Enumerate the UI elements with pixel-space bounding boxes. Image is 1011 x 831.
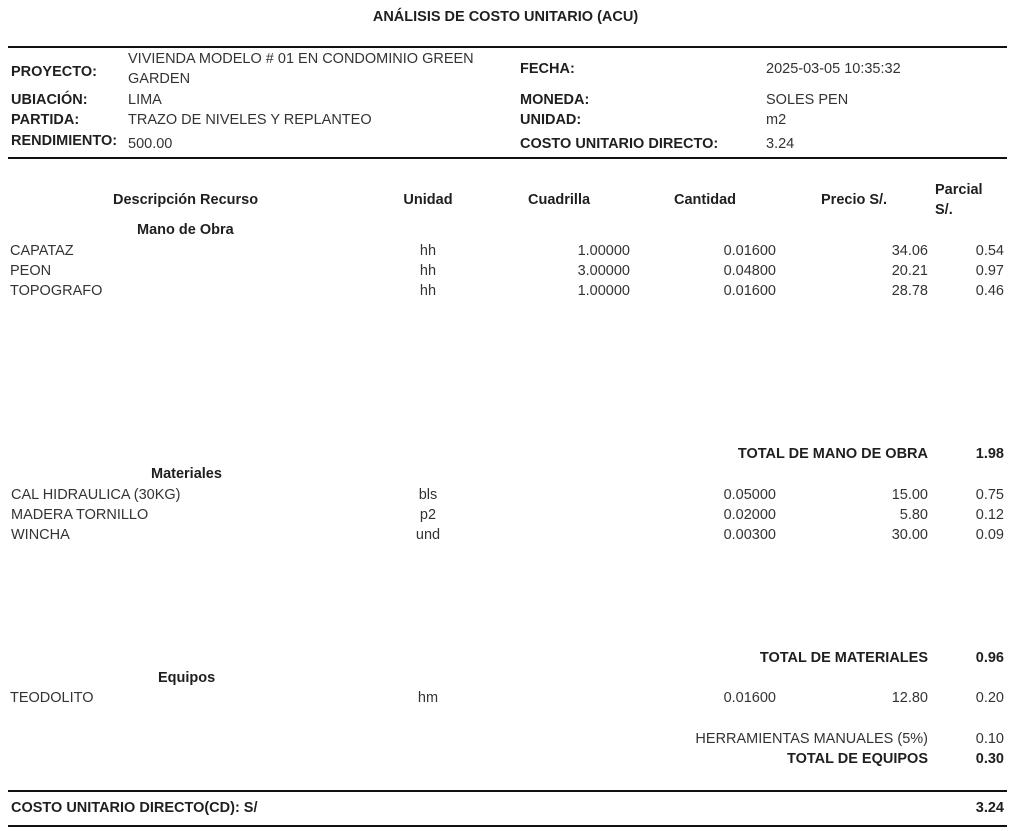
- partida-label: PARTIDA:: [11, 112, 80, 128]
- cud-label: COSTO UNITARIO DIRECTO:: [520, 136, 719, 152]
- cud-value: 3.24: [766, 136, 795, 152]
- moneda-label: MONEDA:: [520, 92, 590, 108]
- fecha-value: 2025-03-05 10:35:32: [766, 61, 901, 77]
- row-parcial: 0.54: [975, 243, 1004, 259]
- row-parcial: 0.12: [975, 507, 1004, 523]
- partida-value: TRAZO DE NIVELES Y REPLANTEO: [128, 112, 372, 128]
- row-cuadrilla: 1.00000: [577, 283, 630, 299]
- row-cantidad: 0.00300: [723, 527, 776, 543]
- row-unidad: hh: [419, 263, 437, 279]
- row-precio: 28.78: [891, 283, 928, 299]
- col-cantidad: Cantidad: [674, 192, 737, 208]
- row-cantidad: 0.04800: [723, 263, 776, 279]
- total-equipos-value: 0.30: [975, 751, 1004, 767]
- row-desc: TOPOGRAFO: [10, 283, 103, 299]
- col-cuadrilla: Cuadrilla: [528, 192, 591, 208]
- unidad-value: m2: [766, 112, 787, 128]
- row-precio: 12.80: [891, 690, 928, 706]
- row-desc: TEODOLITO: [10, 690, 94, 706]
- row-unidad: hh: [419, 283, 437, 299]
- row-cantidad: 0.02000: [723, 507, 776, 523]
- row-desc: CAL HIDRAULICA (30KG): [11, 487, 181, 503]
- row-parcial: 0.20: [975, 690, 1004, 706]
- unidad-label: UNIDAD:: [520, 112, 582, 128]
- row-cantidad: 0.01600: [723, 283, 776, 299]
- proyecto-value-line1: VIVIENDA MODELO # 01 EN CONDOMINIO GREEN: [128, 51, 474, 67]
- col-precio: Precio S/.: [821, 192, 888, 208]
- row-desc: CAPATAZ: [10, 243, 74, 259]
- herramientas-value: 0.10: [975, 731, 1004, 747]
- footer-bottom-rule: [8, 825, 1007, 827]
- row-cantidad: 0.05000: [723, 487, 776, 503]
- row-precio: 5.80: [899, 507, 928, 523]
- col-descripcion: Descripción Recurso: [113, 192, 259, 208]
- row-parcial: 0.09: [975, 527, 1004, 543]
- footer-cd-value: 3.24: [975, 800, 1004, 816]
- footer-top-rule: [8, 790, 1007, 792]
- row-cuadrilla: 3.00000: [577, 263, 630, 279]
- total-materiales-label: TOTAL DE MATERIALES: [759, 650, 928, 666]
- col-parcial-line2: S/.: [935, 202, 953, 218]
- row-unidad: bls: [418, 487, 438, 503]
- col-unidad: Unidad: [403, 192, 453, 208]
- header-bottom-rule: [8, 157, 1007, 159]
- row-parcial: 0.46: [975, 283, 1004, 299]
- row-desc: MADERA TORNILLO: [11, 507, 149, 523]
- total-mano-de-obra-label: TOTAL DE MANO DE OBRA: [737, 446, 928, 462]
- section-equipos-heading: Equipos: [158, 670, 216, 686]
- row-precio: 15.00: [891, 487, 928, 503]
- row-cantidad: 0.01600: [723, 690, 776, 706]
- row-precio: 34.06: [891, 243, 928, 259]
- row-cuadrilla: 1.00000: [577, 243, 630, 259]
- page-title: ANÁLISIS DE COSTO UNITARIO (ACU): [372, 9, 639, 25]
- row-unidad: p2: [419, 507, 437, 523]
- row-parcial: 0.97: [975, 263, 1004, 279]
- fecha-label: FECHA:: [520, 61, 575, 77]
- herramientas-label: HERRAMIENTAS MANUALES (5%): [695, 731, 928, 747]
- row-precio: 20.21: [891, 263, 928, 279]
- col-parcial-line1: Parcial: [935, 182, 983, 198]
- proyecto-label: PROYECTO:: [11, 64, 97, 80]
- row-unidad: und: [415, 527, 441, 543]
- row-desc: WINCHA: [11, 527, 70, 543]
- section-mano-de-obra-heading: Mano de Obra: [137, 222, 234, 238]
- row-unidad: hh: [419, 243, 437, 259]
- row-parcial: 0.75: [975, 487, 1004, 503]
- row-precio: 30.00: [891, 527, 928, 543]
- footer-cd-label: COSTO UNITARIO DIRECTO(CD): S/: [11, 800, 258, 816]
- moneda-value: SOLES PEN: [766, 92, 849, 108]
- total-equipos-label: TOTAL DE EQUIPOS: [787, 751, 928, 767]
- section-materiales-heading: Materiales: [151, 466, 222, 482]
- ubicacion-value: LIMA: [128, 92, 162, 108]
- header-top-rule: [8, 46, 1007, 48]
- total-materiales-value: 0.96: [975, 650, 1004, 666]
- rendimiento-value: 500.00: [128, 136, 173, 152]
- ubicacion-label: UBIACIÓN:: [11, 92, 88, 108]
- rendimiento-label: RENDIMIENTO:: [11, 133, 118, 149]
- row-cantidad: 0.01600: [723, 243, 776, 259]
- row-desc: PEON: [10, 263, 52, 279]
- total-mano-de-obra-value: 1.98: [975, 446, 1004, 462]
- proyecto-value-line2: GARDEN: [128, 71, 191, 87]
- row-unidad: hm: [417, 690, 439, 706]
